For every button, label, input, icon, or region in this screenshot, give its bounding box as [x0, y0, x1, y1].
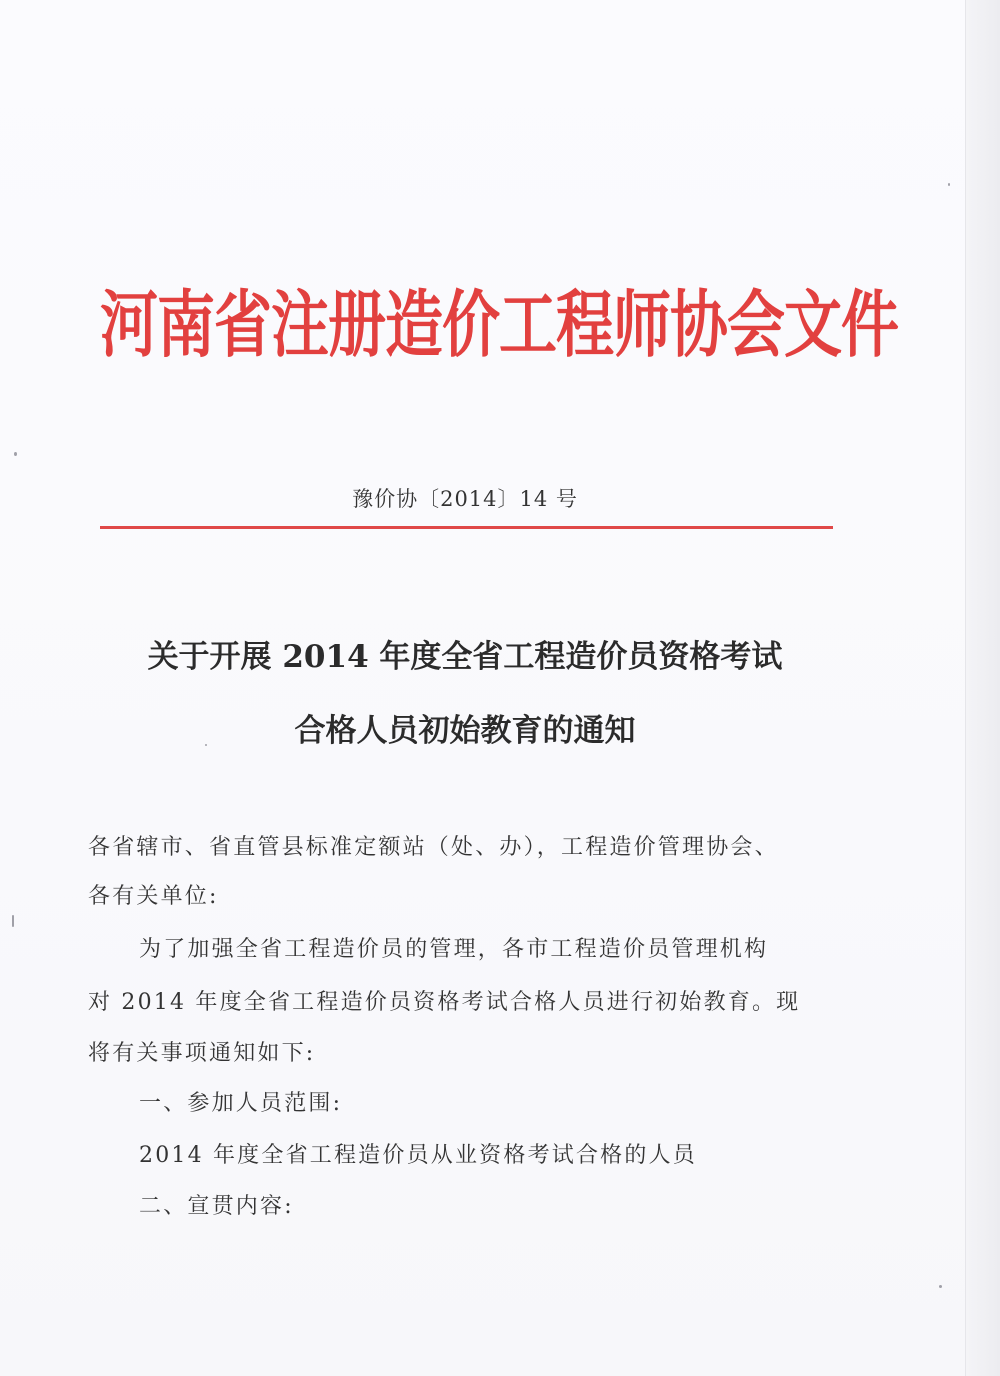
- scan-edge: [965, 0, 1000, 1376]
- section-1-text: 2014 年度全省工程造价员从业资格考试合格的人员: [139, 1143, 697, 1168]
- scan-speck: [948, 183, 950, 186]
- scan-speck: [14, 452, 17, 456]
- scan-speck: [12, 915, 14, 927]
- paragraph-line-3: 将有关事项通知如下:: [88, 1041, 316, 1066]
- paragraph-line-2: 对 2014 年度全省工程造价员资格考试合格人员进行初始教育。现: [88, 990, 801, 1015]
- addressee-line-2: 各有关单位:: [88, 884, 219, 909]
- scan-speck: [205, 744, 207, 746]
- section-2-heading: 二、宣贯内容:: [139, 1194, 294, 1219]
- scan-speck: [939, 1285, 942, 1288]
- document-number: 豫价协〔2014〕14 号: [352, 487, 578, 511]
- addressee-line-1: 各省辖市、省直管县标准定额站（处、办），工程造价管理协会、: [88, 835, 779, 860]
- issuer-header: 河南省注册造价工程师协会文件: [100, 282, 899, 368]
- red-divider-line: [100, 526, 833, 529]
- section-1-heading: 一、参加人员范围:: [139, 1091, 343, 1116]
- subject-line-2: 合格人员初始教育的通知: [294, 713, 636, 749]
- subject-line-1: 关于开展 2014 年度全省工程造价员资格考试: [147, 639, 783, 675]
- paragraph-line-1: 为了加强全省工程造价员的管理，各市工程造价员管理机构: [139, 937, 769, 962]
